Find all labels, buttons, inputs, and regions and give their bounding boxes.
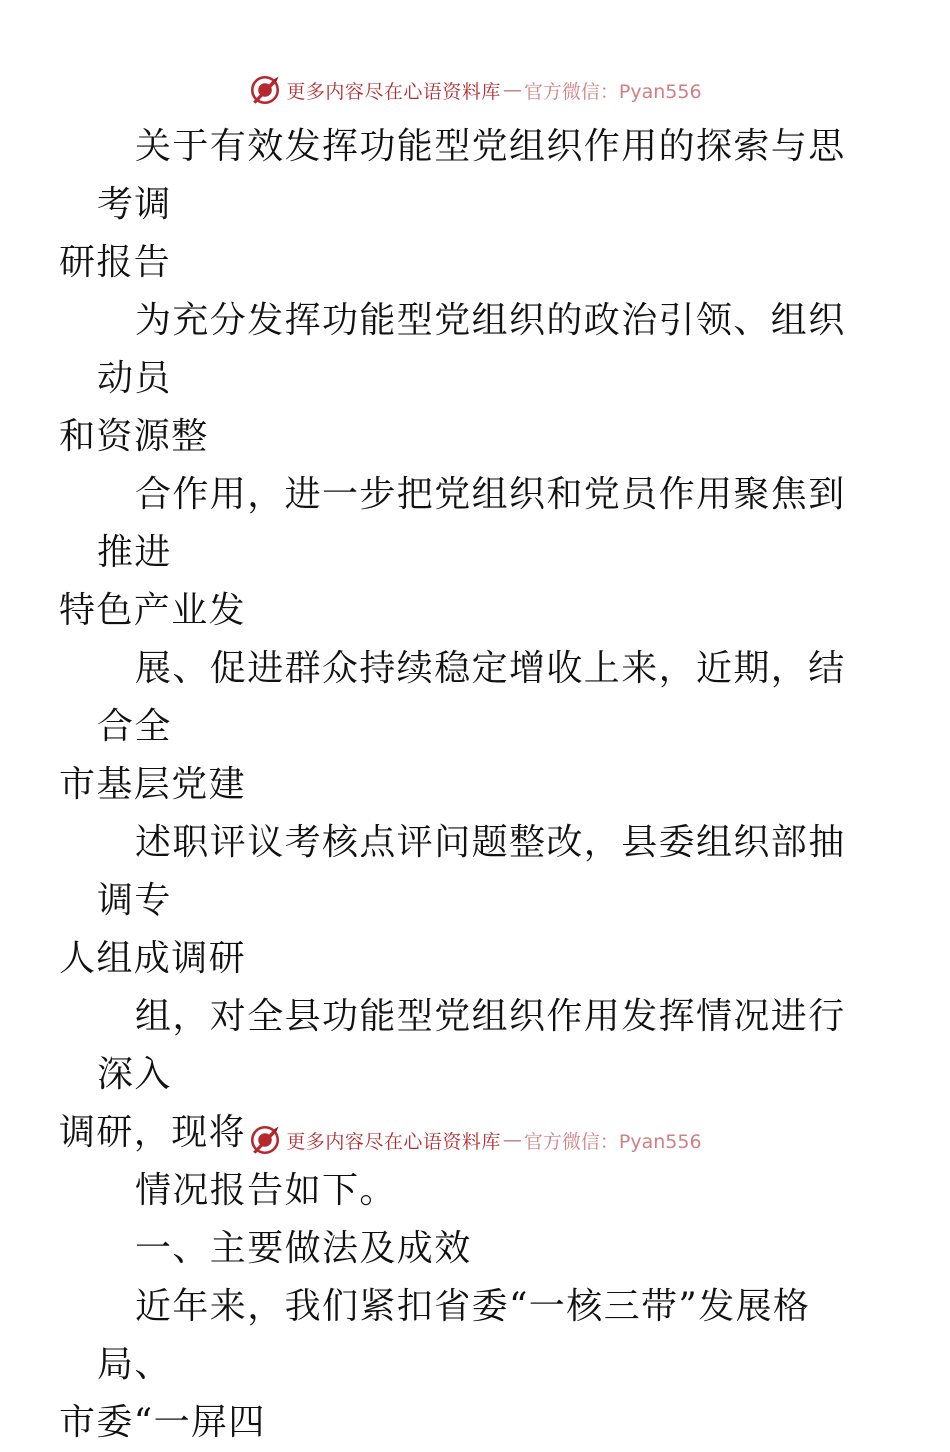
header-watermark xyxy=(0,70,950,110)
watermark-separator: — xyxy=(502,79,522,101)
paragraph-line: 调研，现将 xyxy=(59,1112,247,1153)
paragraph-line: 特色产业发 xyxy=(59,590,247,631)
paragraph-line: 关于有效发挥功能型党组织作用的探索与思考调 xyxy=(97,126,846,225)
paragraph xyxy=(97,1162,857,1220)
watermark-site-text: 更多内容尽在心语资料库 xyxy=(286,1130,501,1153)
watermark-wechat-text: 官方微信：Pyan556 xyxy=(523,80,702,103)
paragraph-line: 研报告 xyxy=(59,242,172,283)
paragraph xyxy=(59,1278,857,1452)
paragraph-line: 市基层党建 xyxy=(59,764,247,805)
paragraph-line: 述职评议考核点评问题整改，县委组织部抽调专 xyxy=(97,822,846,921)
paragraph-line: 和资源整 xyxy=(59,416,209,457)
paragraph-line: 市委“一屏四 xyxy=(59,1402,266,1443)
paragraph xyxy=(59,814,857,988)
paragraph-line: 组，对全县功能型党组织作用发挥情况进行深入 xyxy=(97,996,846,1095)
watermark-site-text: 更多内容尽在心语资料库 xyxy=(286,80,501,103)
paragraph-line: 为充分发挥功能型党组织的政治引领、组织动员 xyxy=(97,300,846,399)
section-heading xyxy=(97,1220,857,1278)
paragraph-title xyxy=(59,118,857,292)
footer-watermark xyxy=(0,1120,950,1160)
paragraph xyxy=(59,292,857,466)
paragraph-line: 合作用，进一步把党组织和党员作用聚焦到推进 xyxy=(97,474,846,573)
paragraph xyxy=(59,640,857,814)
paragraph-line: 一、主要做法及成效 xyxy=(135,1228,472,1269)
paragraph-line: 展、促进群众持续稳定增收上来，近期，结合全 xyxy=(97,648,846,747)
watermark-separator: — xyxy=(502,1129,522,1151)
paragraph-line: 近年来，我们紧扣省委“一核三带”发展格局、 xyxy=(97,1286,811,1385)
paragraph xyxy=(59,466,857,640)
document-body xyxy=(59,118,857,1452)
quill-logo-icon xyxy=(248,1123,282,1157)
quill-logo-icon xyxy=(248,73,282,107)
paragraph-line: 人组成调研 xyxy=(59,938,247,979)
paragraph-line: 情况报告如下。 xyxy=(135,1170,397,1211)
watermark-wechat-text: 官方微信：Pyan556 xyxy=(523,1130,702,1153)
